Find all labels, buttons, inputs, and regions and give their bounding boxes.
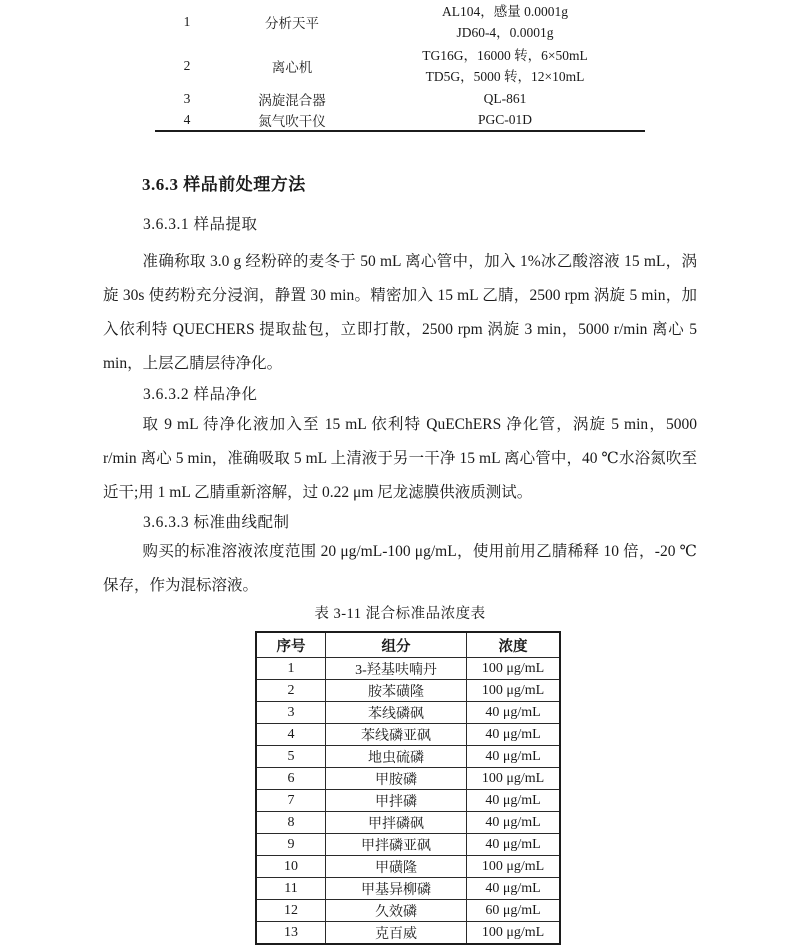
cell-concentration: 40 μg/mL xyxy=(467,746,561,768)
cell-component: 甲磺隆 xyxy=(326,856,467,878)
equipment-name: 涡旋混合器 xyxy=(258,92,326,108)
cell-no: 10 xyxy=(256,856,326,878)
table-header-row xyxy=(256,632,560,658)
cell-no: 7 xyxy=(256,790,326,812)
table-row xyxy=(256,658,560,680)
cell-concentration: 100 μg/mL xyxy=(467,856,561,878)
cell-no: 5 xyxy=(256,746,326,768)
cell-concentration: 40 μg/mL xyxy=(467,790,561,812)
equipment-model-line: TD5G，5000 转，12×10mL xyxy=(425,69,585,84)
cell-no: 9 xyxy=(256,834,326,856)
cell-component: 克百威 xyxy=(326,922,467,945)
equipment-model-line: AL104，感量 0.0001g xyxy=(442,4,568,19)
table-row xyxy=(256,856,560,878)
equipment-name: 氮气吹干仪 xyxy=(258,113,326,129)
equipment-model xyxy=(365,1,645,43)
equipment-row-number: 1 xyxy=(183,14,191,29)
cell-component: 甲胺磷 xyxy=(326,768,467,790)
cell-no: 6 xyxy=(256,768,326,790)
cell-concentration: 40 μg/mL xyxy=(467,724,561,746)
section-heading: 3.6.3 样品前处理方法 xyxy=(142,175,306,194)
cell-no: 4 xyxy=(256,724,326,746)
cell-component: 甲拌磷砜 xyxy=(326,812,467,834)
equipment-name: 离心机 xyxy=(271,60,313,75)
table-row xyxy=(256,790,560,812)
subsection-title-sample-purification: 3.6.3.2 样品净化 xyxy=(143,386,258,403)
cell-concentration: 100 μg/mL xyxy=(467,680,561,702)
cell-concentration: 100 μg/mL xyxy=(467,768,561,790)
paragraph-standard-curve: 购买的标准溶液浓度范围 20 μg/mL-100 μg/mL，使用前用乙腈稀释 10 倍，-20 ℃保存，作为混标溶液。 xyxy=(103,543,697,594)
cell-no: 8 xyxy=(256,812,326,834)
cell-component: 地虫硫磷 xyxy=(326,746,467,768)
column-header-component: 组分 xyxy=(326,632,467,658)
cell-no: 11 xyxy=(256,878,326,900)
cell-concentration: 40 μg/mL xyxy=(467,702,561,724)
equipment-model xyxy=(365,45,645,87)
column-header-no: 序号 xyxy=(256,632,326,658)
equipment-model xyxy=(365,88,645,109)
table-row xyxy=(155,88,645,109)
table-row xyxy=(256,878,560,900)
equipment-model-line: QL-861 xyxy=(483,91,527,106)
cell-no: 1 xyxy=(256,658,326,680)
cell-no: 2 xyxy=(256,680,326,702)
cell-component: 久效磷 xyxy=(326,900,467,922)
table-caption: 表 3-11 混合标准品浓度表 xyxy=(314,606,486,622)
table-row xyxy=(256,680,560,702)
table-row xyxy=(256,746,560,768)
cell-component: 甲拌磷 xyxy=(326,790,467,812)
cell-concentration: 100 μg/mL xyxy=(467,658,561,680)
subsection-title-standard-curve: 3.6.3.3 标准曲线配制 xyxy=(143,514,290,531)
equipment-row-number: 3 xyxy=(183,90,191,106)
table-row xyxy=(155,109,645,130)
equipment-table xyxy=(155,0,645,132)
subsection-title-sample-extraction: 3.6.3.1 样品提取 xyxy=(143,216,258,233)
equipment-name: 分析天平 xyxy=(265,16,319,31)
equipment-row-number: 4 xyxy=(183,111,191,127)
cell-concentration: 40 μg/mL xyxy=(467,834,561,856)
table-row xyxy=(155,0,645,44)
equipment-model xyxy=(365,109,645,130)
table-row xyxy=(256,834,560,856)
cell-component: 苯线磷亚砜 xyxy=(326,724,467,746)
equipment-row-number: 2 xyxy=(183,58,191,73)
standards-table xyxy=(255,631,561,945)
table-row xyxy=(256,702,560,724)
cell-component: 3-羟基呋喃丹 xyxy=(326,658,467,680)
table-row xyxy=(155,44,645,88)
cell-no: 12 xyxy=(256,900,326,922)
column-header-concentration: 浓度 xyxy=(467,632,561,658)
equipment-model-line: TG16G，16000 转，6×50mL xyxy=(422,48,588,63)
cell-no: 3 xyxy=(256,702,326,724)
table-row xyxy=(256,922,560,945)
table-row xyxy=(256,812,560,834)
cell-concentration: 40 μg/mL xyxy=(467,878,561,900)
cell-concentration: 60 μg/mL xyxy=(467,900,561,922)
cell-concentration: 40 μg/mL xyxy=(467,812,561,834)
equipment-model-line: JD60-4，0.0001g xyxy=(456,25,554,40)
cell-component: 胺苯磺隆 xyxy=(326,680,467,702)
paragraph-sample-purification: 取 9 mL 待净化液加入至 15 mL 依利特 QuEChERS 净化管，涡旋 5 min，5000 r/min 离心 5 min，准确吸取 5 mL 上清液于另一干净 15 mL 离心管中，40 ℃水浴氮吹至近干;用 1 mL 乙腈重新溶解，过 0.22 μm 尼龙滤膜供液质测试。 xyxy=(103,416,697,501)
cell-component: 甲基异柳磷 xyxy=(326,878,467,900)
table-row xyxy=(256,900,560,922)
cell-concentration: 100 μg/mL xyxy=(467,922,561,945)
paragraph-sample-extraction: 准确称取 3.0 g 经粉碎的麦冬于 50 mL 离心管中，加入 1%冰乙酸溶液 15 mL，涡旋 30s 使药粉充分浸润，静置 30 min。精密加入 15 mL 乙腈，2500 rpm 涡旋 5 min，加入依利特 QUECHERS 提取盐包，立即打散，2500 rpm 涡旋 3 min，5000 r/min 离心 5 min，上层乙腈层待净化。 xyxy=(103,253,697,372)
equipment-model-line: PGC-01D xyxy=(477,112,532,127)
cell-component: 甲拌磷亚砜 xyxy=(326,834,467,856)
table-row xyxy=(256,724,560,746)
table-row xyxy=(256,768,560,790)
cell-component: 苯线磷砜 xyxy=(326,702,467,724)
cell-no: 13 xyxy=(256,922,326,945)
